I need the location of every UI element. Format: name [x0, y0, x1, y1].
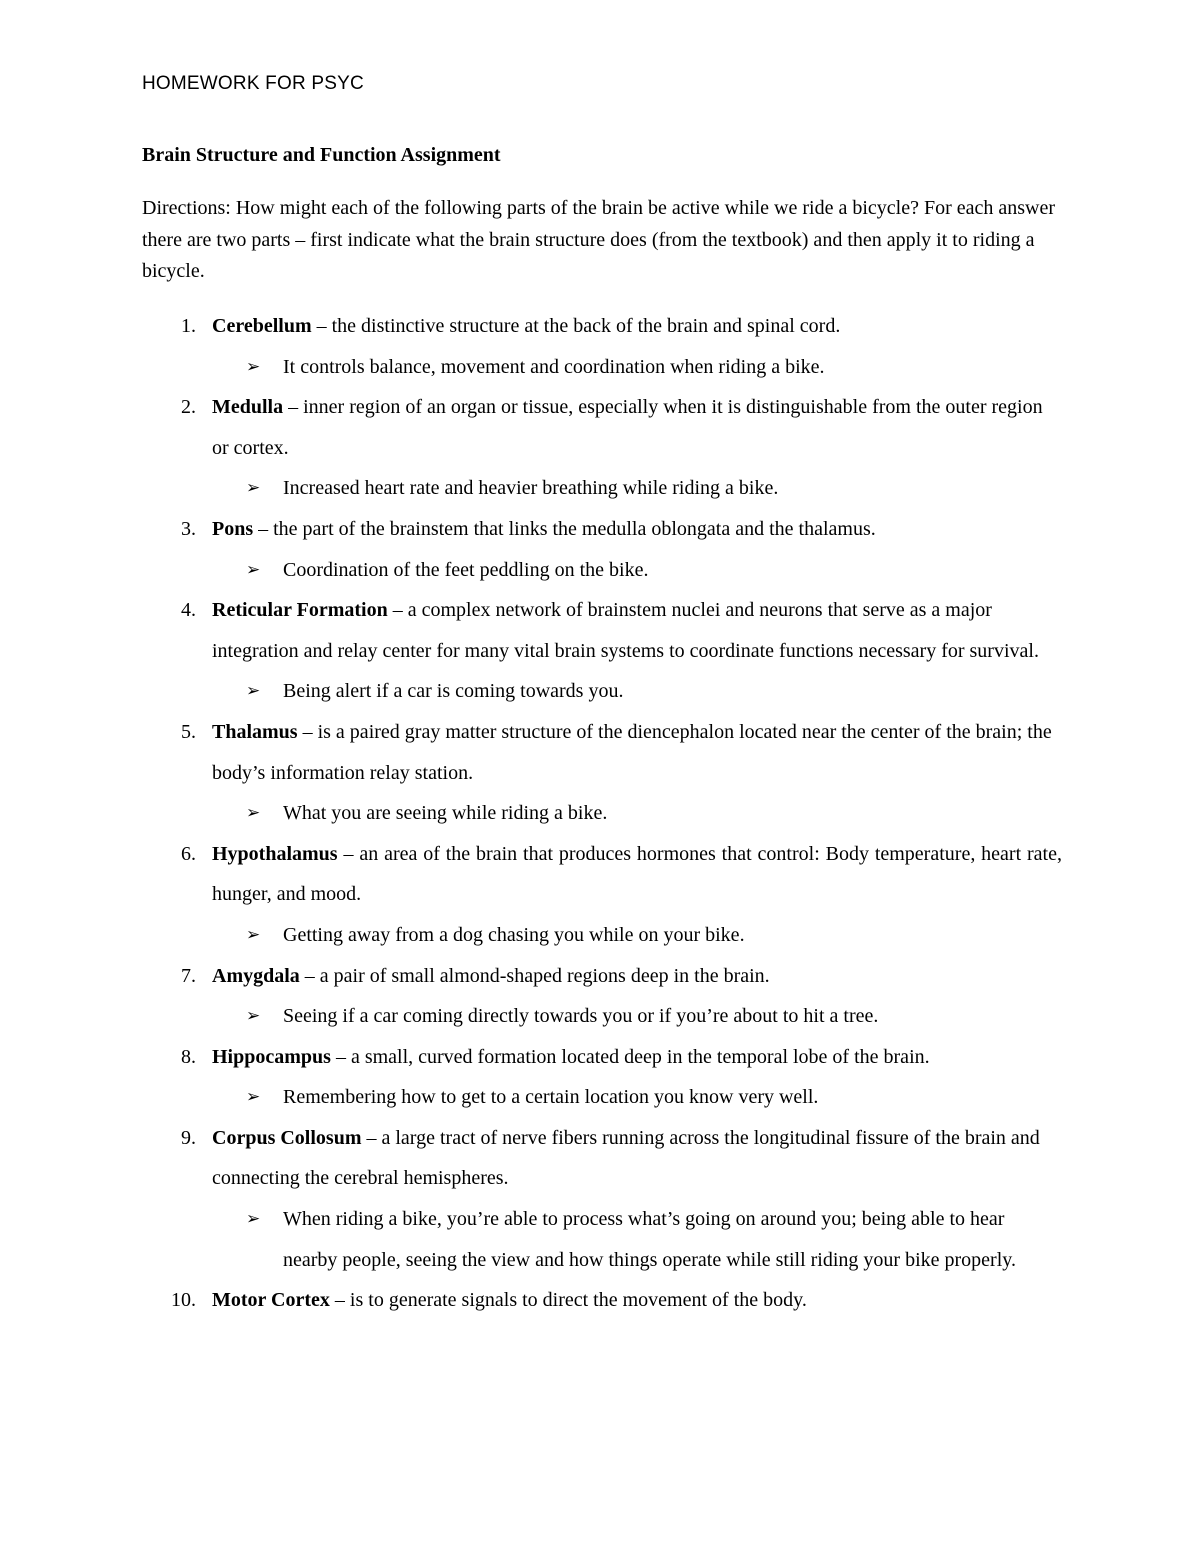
list-item: [0, 712, 1062, 793]
application-item: [0, 468, 1063, 509]
item-number: 8.: [181, 1045, 196, 1068]
list-item: [0, 834, 1062, 915]
item-term: Reticular Formation: [212, 599, 388, 622]
application-item: [0, 793, 1063, 834]
item-definition: – an area of the brain that produces hormones that control: Body temperature, heart rate, hunger, and mood.: [212, 842, 1062, 906]
arrow-bullet-icon: ➢: [246, 478, 261, 499]
item-number: 6.: [181, 842, 196, 865]
application-item: [0, 1077, 1063, 1118]
item-definition: – is a paired gray matter structure of the diencephalon located near the center of the brain; the body’s information relay station.: [212, 720, 1052, 784]
item-definition: – the distinctive structure at the back of the brain and spinal cord.: [311, 315, 841, 337]
list-item: [0, 1037, 1062, 1078]
brain-structure-list: [0, 306, 1200, 1321]
assignment-title: Brain Structure and Function Assignment: [142, 144, 501, 166]
item-number: 3.: [181, 517, 196, 540]
item-definition: – a large tract of nerve fibers running across the longitudinal fissure of the brain and connecting the cerebral hemispheres.: [212, 1126, 1040, 1190]
page-header: HOMEWORK FOR PSYC: [142, 73, 364, 94]
application-text: It controls balance, movement and coordination when riding a bike.: [283, 355, 825, 378]
arrow-bullet-icon: ➢: [246, 1209, 261, 1230]
item-definition: – is to generate signals to direct the movement of the body.: [329, 1289, 807, 1312]
item-definition: – a pair of small almond-shaped regions deep in the brain.: [299, 964, 770, 987]
application-item: [0, 915, 1063, 956]
item-number: 7.: [181, 964, 196, 987]
item-term: Corpus Collosum: [212, 1126, 362, 1149]
list-item: [0, 509, 1062, 550]
item-number: 4.: [181, 599, 196, 622]
item-term: Hypothalamus: [212, 842, 338, 865]
item-number: 2.: [181, 396, 196, 419]
item-definition: – the part of the brainstem that links the medulla oblongata and the thalamus.: [253, 517, 876, 540]
application-text: Being alert if a car is coming towards you.: [283, 680, 624, 703]
application-text: When riding a bike, you’re able to process what’s going on around you; being able to hear nearby people, seeing the view and how things operate while still riding your bike properly.: [283, 1208, 1016, 1271]
application-text: What you are seeing while riding a bike.: [283, 802, 608, 825]
application-item: [0, 347, 1063, 388]
item-term: Motor Cortex: [212, 1289, 330, 1312]
item-number: 1.: [181, 315, 196, 337]
application-text: Coordination of the feet peddling on the bike.: [283, 558, 649, 581]
arrow-bullet-icon: ➢: [246, 924, 261, 945]
item-term: Thalamus: [212, 720, 298, 743]
item-definition: – a complex network of brainstem nuclei and neurons that serve as a major integration and relay center for many vital brain systems to coordinate functions necessary for survival.: [212, 599, 1039, 662]
arrow-bullet-icon: ➢: [246, 356, 261, 377]
item-number: 10.: [171, 1289, 196, 1312]
application-item: [0, 1199, 1063, 1280]
application-text: Remembering how to get to a certain location you know very well.: [283, 1086, 819, 1109]
arrow-bullet-icon: ➢: [246, 681, 261, 702]
item-term: Hippocampus: [212, 1045, 331, 1068]
directions-paragraph: Directions: How might each of the following parts of the brain be active while we ride a bicycle? For each answer there are two parts – first indicate what the brain structure does (from the textbook) and then apply it to riding a bicycle.: [142, 197, 1056, 282]
list-item: [0, 590, 1062, 671]
application-text: Seeing if a car coming directly towards you or if you’re about to hit a tree.: [283, 1005, 879, 1028]
application-item: [0, 996, 1063, 1037]
item-term: Cerebellum: [212, 315, 312, 337]
list-item: [0, 956, 1062, 997]
item-definition: – a small, curved formation located deep in the temporal lobe of the brain.: [330, 1045, 930, 1068]
item-term: Medulla: [212, 396, 284, 419]
list-item: [0, 387, 1062, 468]
arrow-bullet-icon: ➢: [246, 803, 261, 824]
arrow-bullet-icon: ➢: [246, 1087, 261, 1108]
arrow-bullet-icon: ➢: [246, 559, 261, 580]
application-item: [0, 550, 1063, 591]
list-item: [0, 1118, 1062, 1199]
application-text: Getting away from a dog chasing you while on your bike.: [283, 923, 745, 946]
arrow-bullet-icon: ➢: [246, 1006, 261, 1027]
item-number: 9.: [181, 1126, 196, 1149]
application-text: Increased heart rate and heavier breathing while riding a bike.: [283, 477, 779, 500]
item-number: 5.: [181, 720, 196, 743]
list-item: [0, 306, 1062, 347]
item-term: Amygdala: [212, 964, 300, 987]
item-definition: – inner region of an organ or tissue, especially when it is distinguishable from the outer region or cortex.: [212, 396, 1043, 459]
application-item: [0, 671, 1063, 712]
item-term: Pons: [212, 517, 254, 540]
list-item: [0, 1280, 1062, 1321]
